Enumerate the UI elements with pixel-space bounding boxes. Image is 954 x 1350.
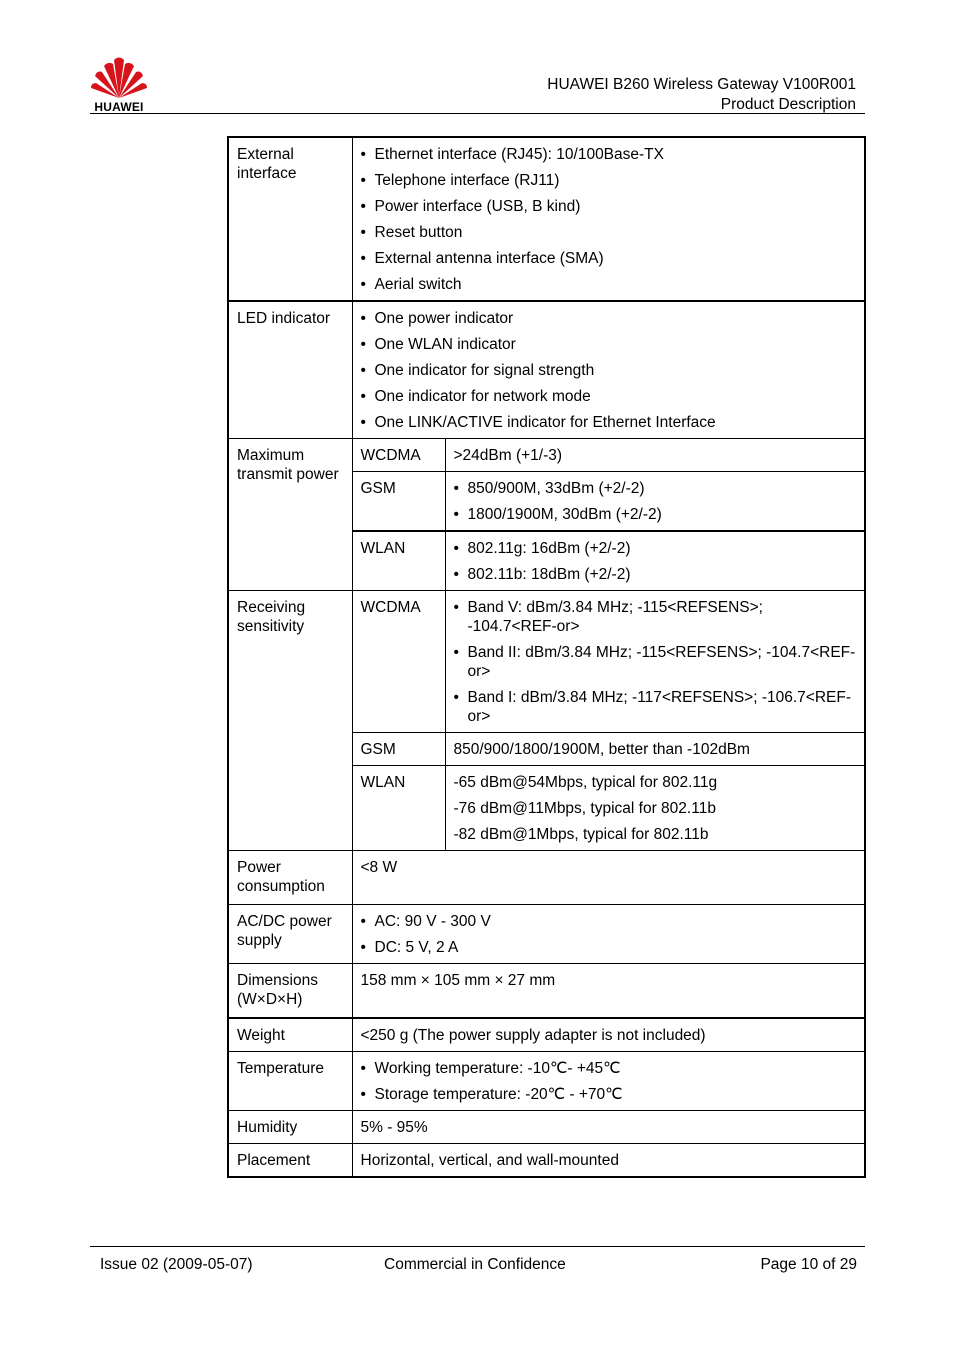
row-value: <8 W — [352, 851, 865, 905]
list-item: • 850/900M, 33dBm (+2/-2) — [454, 479, 857, 498]
bullet-list — [454, 539, 857, 584]
row-value — [352, 1052, 865, 1111]
list-item: • One WLAN indicator — [361, 335, 857, 354]
list-item: • Ethernet interface (RJ45): 10/100Base-TX — [361, 145, 857, 164]
row-label: Power consumption — [228, 851, 352, 905]
list-item: • One power indicator — [361, 309, 857, 328]
row-value: <250 g (The power supply adapter is not included) — [352, 1018, 865, 1052]
list-item: • Power interface (USB, B kind) — [361, 197, 857, 216]
list-item: • Aerial switch — [361, 275, 857, 294]
table-row-weight — [228, 1018, 865, 1052]
row-value: 850/900/1800/1900M, better than -102dBm — [445, 733, 865, 766]
list-item: • AC: 90 V - 300 V — [361, 912, 857, 931]
list-item: • 1800/1900M, 30dBm (+2/-2) — [454, 505, 857, 524]
row-label: AC/DC power supply — [228, 905, 352, 964]
bullet-list — [454, 479, 857, 524]
row-label: LED indicator — [228, 301, 352, 439]
value-line: -65 dBm@54Mbps, typical for 802.11g — [453, 774, 718, 791]
footer-divider — [90, 1246, 865, 1247]
table-row-acdc-power — [228, 905, 865, 964]
sub-label: WLAN — [352, 531, 445, 591]
row-value — [445, 591, 865, 733]
row-value — [445, 472, 865, 532]
row-value — [352, 905, 865, 964]
sub-label: WCDMA — [352, 591, 445, 733]
list-item: • Telephone interface (RJ11) — [361, 171, 857, 190]
row-label: Weight — [228, 1018, 352, 1052]
table-row-dimensions — [228, 964, 865, 1019]
list-item: • One indicator for signal strength — [361, 361, 857, 380]
bullet-list — [454, 598, 857, 726]
list-item: • External antenna interface (SMA) — [361, 249, 857, 268]
bullet-list — [361, 145, 857, 294]
row-label: Receiving sensitivity — [228, 591, 352, 851]
header-divider — [90, 113, 865, 114]
list-item: • Working temperature: -10℃- +45℃ — [361, 1059, 857, 1078]
document-header — [547, 75, 856, 115]
table-row-max-transmit-wcdma — [228, 439, 865, 472]
table-row-temperature — [228, 1052, 865, 1111]
sub-label: GSM — [352, 472, 445, 532]
footer-page-number: Page 10 of 29 — [760, 1256, 857, 1273]
bullet-list — [361, 912, 857, 957]
row-value: 158 mm × 105 mm × 27 mm — [352, 964, 865, 1019]
huawei-logo — [88, 56, 150, 116]
list-item: • 802.11g: 16dBm (+2/-2) — [454, 539, 857, 558]
row-label: External interface — [228, 137, 352, 301]
specification-table — [227, 136, 866, 1178]
row-label: Humidity — [228, 1111, 352, 1144]
row-value: 5% - 95% — [352, 1111, 865, 1144]
document-subtitle: Product Description — [720, 96, 856, 113]
row-value — [445, 531, 865, 591]
row-label: Temperature — [228, 1052, 352, 1111]
sub-label: WCDMA — [352, 439, 445, 472]
table-row-placement — [228, 1144, 865, 1178]
footer-issue: Issue 02 (2009-05-07) — [100, 1256, 253, 1273]
table-row-humidity — [228, 1111, 865, 1144]
logo-wordmark: HUAWEI — [94, 100, 144, 114]
row-label: Placement — [228, 1144, 352, 1178]
row-label: Dimensions (W×D×H) — [228, 964, 352, 1019]
bullet-list — [361, 1059, 857, 1104]
sub-label: GSM — [352, 733, 445, 766]
list-item: • DC: 5 V, 2 A — [361, 938, 857, 957]
list-item: • Reset button — [361, 223, 857, 242]
list-item: • Storage temperature: -20℃ - +70℃ — [361, 1085, 857, 1104]
bullet-list — [361, 309, 857, 432]
footer-confidentiality: Commercial in Confidence — [384, 1256, 566, 1273]
row-label: Maximum transmit power — [228, 439, 352, 591]
list-item: • One LINK/ACTIVE indicator for Ethernet Interface — [361, 413, 857, 432]
row-value: Horizontal, vertical, and wall-mounted — [352, 1144, 865, 1178]
list-item: • Band II: dBm/3.84 MHz; -115<REFSENS>; -104.7<REF-or> — [454, 643, 857, 681]
list-item: • Band I: dBm/3.84 MHz; -117<REFSENS>; -106.7<REF-or> — [454, 688, 857, 726]
table-row-external-interface — [228, 137, 865, 301]
row-value: >24dBm (+1/-3) — [445, 439, 865, 472]
list-item: • 802.11b: 18dBm (+2/-2) — [454, 565, 857, 584]
table-row-led-indicator — [228, 301, 865, 439]
table-row-power-consumption — [228, 851, 865, 905]
sub-label: WLAN — [352, 766, 445, 851]
value-line: -82 dBm@1Mbps, typical for 802.11b — [453, 826, 709, 843]
row-value — [445, 766, 865, 851]
value-line: -76 dBm@11Mbps, typical for 802.11b — [453, 800, 716, 817]
row-value — [352, 137, 865, 301]
document-title: HUAWEI B260 Wireless Gateway V100R001 — [547, 76, 856, 93]
huawei-flower-icon — [88, 56, 150, 100]
row-value — [352, 301, 865, 439]
list-item: • Band V: dBm/3.84 MHz; -115<REFSENS>; -104.7<REF-or> — [454, 598, 857, 636]
list-item: • One indicator for network mode — [361, 387, 857, 406]
table-row-receiving-wcdma — [228, 591, 865, 733]
